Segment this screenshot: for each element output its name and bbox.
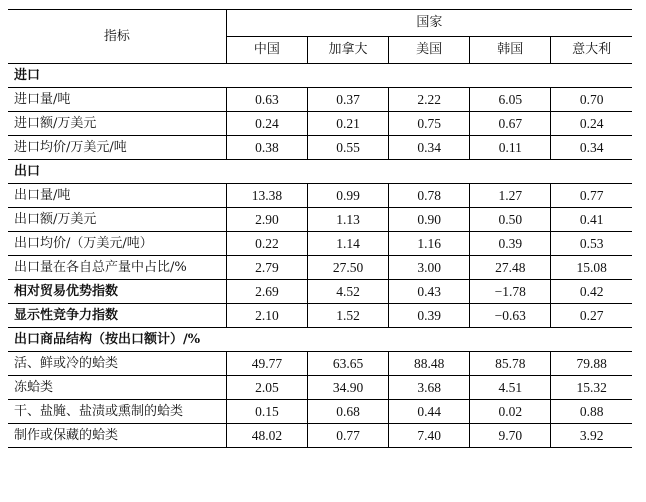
row-label: 相对贸易优势指数 [8, 280, 226, 304]
row-label: 制作或保藏的蛤类 [8, 424, 226, 448]
value-cell: 2.79 [226, 256, 307, 280]
table-row [8, 352, 632, 376]
value-cell: 2.90 [226, 208, 307, 232]
section-header-row [8, 64, 632, 88]
table-row [8, 400, 632, 424]
section-title: 出口商品结构（按出口额计）/% [8, 328, 632, 352]
row-label: 出口额/万美元 [8, 208, 226, 232]
table-body [8, 64, 632, 448]
value-cell: 4.52 [307, 280, 388, 304]
value-cell: 0.41 [551, 208, 632, 232]
value-cell: 0.53 [551, 232, 632, 256]
value-cell: 0.99 [307, 184, 388, 208]
value-cell: 0.24 [551, 112, 632, 136]
table-row [8, 256, 632, 280]
value-cell: 15.08 [551, 256, 632, 280]
value-cell: 3.00 [389, 256, 470, 280]
value-cell: 88.48 [389, 352, 470, 376]
value-cell: 13.38 [226, 184, 307, 208]
section-header-row [8, 160, 632, 184]
value-cell: 0.77 [551, 184, 632, 208]
value-cell: 1.13 [307, 208, 388, 232]
value-cell: 0.78 [389, 184, 470, 208]
row-label: 活、鲜或冷的蛤类 [8, 352, 226, 376]
row-label: 出口量在各自总产量中占比/% [8, 256, 226, 280]
value-cell: 3.68 [389, 376, 470, 400]
value-cell: 27.48 [470, 256, 551, 280]
value-cell: 0.75 [389, 112, 470, 136]
value-cell: 1.52 [307, 304, 388, 328]
value-cell: 0.15 [226, 400, 307, 424]
value-cell: 0.34 [551, 136, 632, 160]
value-cell: 79.88 [551, 352, 632, 376]
row-label: 冻蛤类 [8, 376, 226, 400]
table-row [8, 88, 632, 112]
value-cell: 1.16 [389, 232, 470, 256]
table-row [8, 424, 632, 448]
value-cell: 48.02 [226, 424, 307, 448]
value-cell: 0.68 [307, 400, 388, 424]
row-label: 显示性竞争力指数 [8, 304, 226, 328]
value-cell: 3.92 [551, 424, 632, 448]
value-cell: 0.70 [551, 88, 632, 112]
header-country-1: 加拿大 [307, 37, 388, 64]
value-cell: 0.38 [226, 136, 307, 160]
header-country-0: 中国 [226, 37, 307, 64]
value-cell: 0.24 [226, 112, 307, 136]
value-cell: 0.63 [226, 88, 307, 112]
value-cell: 49.77 [226, 352, 307, 376]
trade-comparison-table [8, 9, 632, 448]
section-title: 进口 [8, 64, 632, 88]
value-cell: 1.14 [307, 232, 388, 256]
value-cell: 27.50 [307, 256, 388, 280]
row-label: 进口量/吨 [8, 88, 226, 112]
row-label: 干、盐腌、盐渍或熏制的蛤类 [8, 400, 226, 424]
value-cell: 4.51 [470, 376, 551, 400]
value-cell: 0.44 [389, 400, 470, 424]
table-row [8, 304, 632, 328]
header-country-4: 意大利 [551, 37, 632, 64]
value-cell: 0.21 [307, 112, 388, 136]
value-cell: 2.05 [226, 376, 307, 400]
value-cell: 2.69 [226, 280, 307, 304]
value-cell: −1.78 [470, 280, 551, 304]
value-cell: 34.90 [307, 376, 388, 400]
section-header-row [8, 328, 632, 352]
table-row [8, 112, 632, 136]
row-label: 进口额/万美元 [8, 112, 226, 136]
value-cell: 2.10 [226, 304, 307, 328]
value-cell: 0.42 [551, 280, 632, 304]
value-cell: 2.22 [389, 88, 470, 112]
value-cell: −0.63 [470, 304, 551, 328]
value-cell: 0.34 [389, 136, 470, 160]
table-row [8, 208, 632, 232]
value-cell: 0.77 [307, 424, 388, 448]
row-label: 出口量/吨 [8, 184, 226, 208]
table-row [8, 136, 632, 160]
value-cell: 0.11 [470, 136, 551, 160]
table-row [8, 376, 632, 400]
trade-table-container [8, 9, 632, 448]
header-country-2: 美国 [389, 37, 470, 64]
value-cell: 15.32 [551, 376, 632, 400]
value-cell: 0.22 [226, 232, 307, 256]
header-index: 指标 [8, 10, 226, 64]
value-cell: 85.78 [470, 352, 551, 376]
row-label: 进口均价/万美元/吨 [8, 136, 226, 160]
value-cell: 0.39 [389, 304, 470, 328]
header-country-group: 国家 [226, 10, 632, 37]
section-title: 出口 [8, 160, 632, 184]
value-cell: 63.65 [307, 352, 388, 376]
value-cell: 0.67 [470, 112, 551, 136]
value-cell: 0.27 [551, 304, 632, 328]
value-cell: 6.05 [470, 88, 551, 112]
table-row [8, 232, 632, 256]
table-row [8, 184, 632, 208]
value-cell: 0.43 [389, 280, 470, 304]
value-cell: 0.39 [470, 232, 551, 256]
row-label: 出口均价/（万美元/吨） [8, 232, 226, 256]
value-cell: 0.88 [551, 400, 632, 424]
value-cell: 1.27 [470, 184, 551, 208]
value-cell: 9.70 [470, 424, 551, 448]
value-cell: 0.55 [307, 136, 388, 160]
value-cell: 0.02 [470, 400, 551, 424]
value-cell: 7.40 [389, 424, 470, 448]
table-row [8, 280, 632, 304]
value-cell: 0.37 [307, 88, 388, 112]
value-cell: 0.50 [470, 208, 551, 232]
header-country-3: 韩国 [470, 37, 551, 64]
value-cell: 0.90 [389, 208, 470, 232]
